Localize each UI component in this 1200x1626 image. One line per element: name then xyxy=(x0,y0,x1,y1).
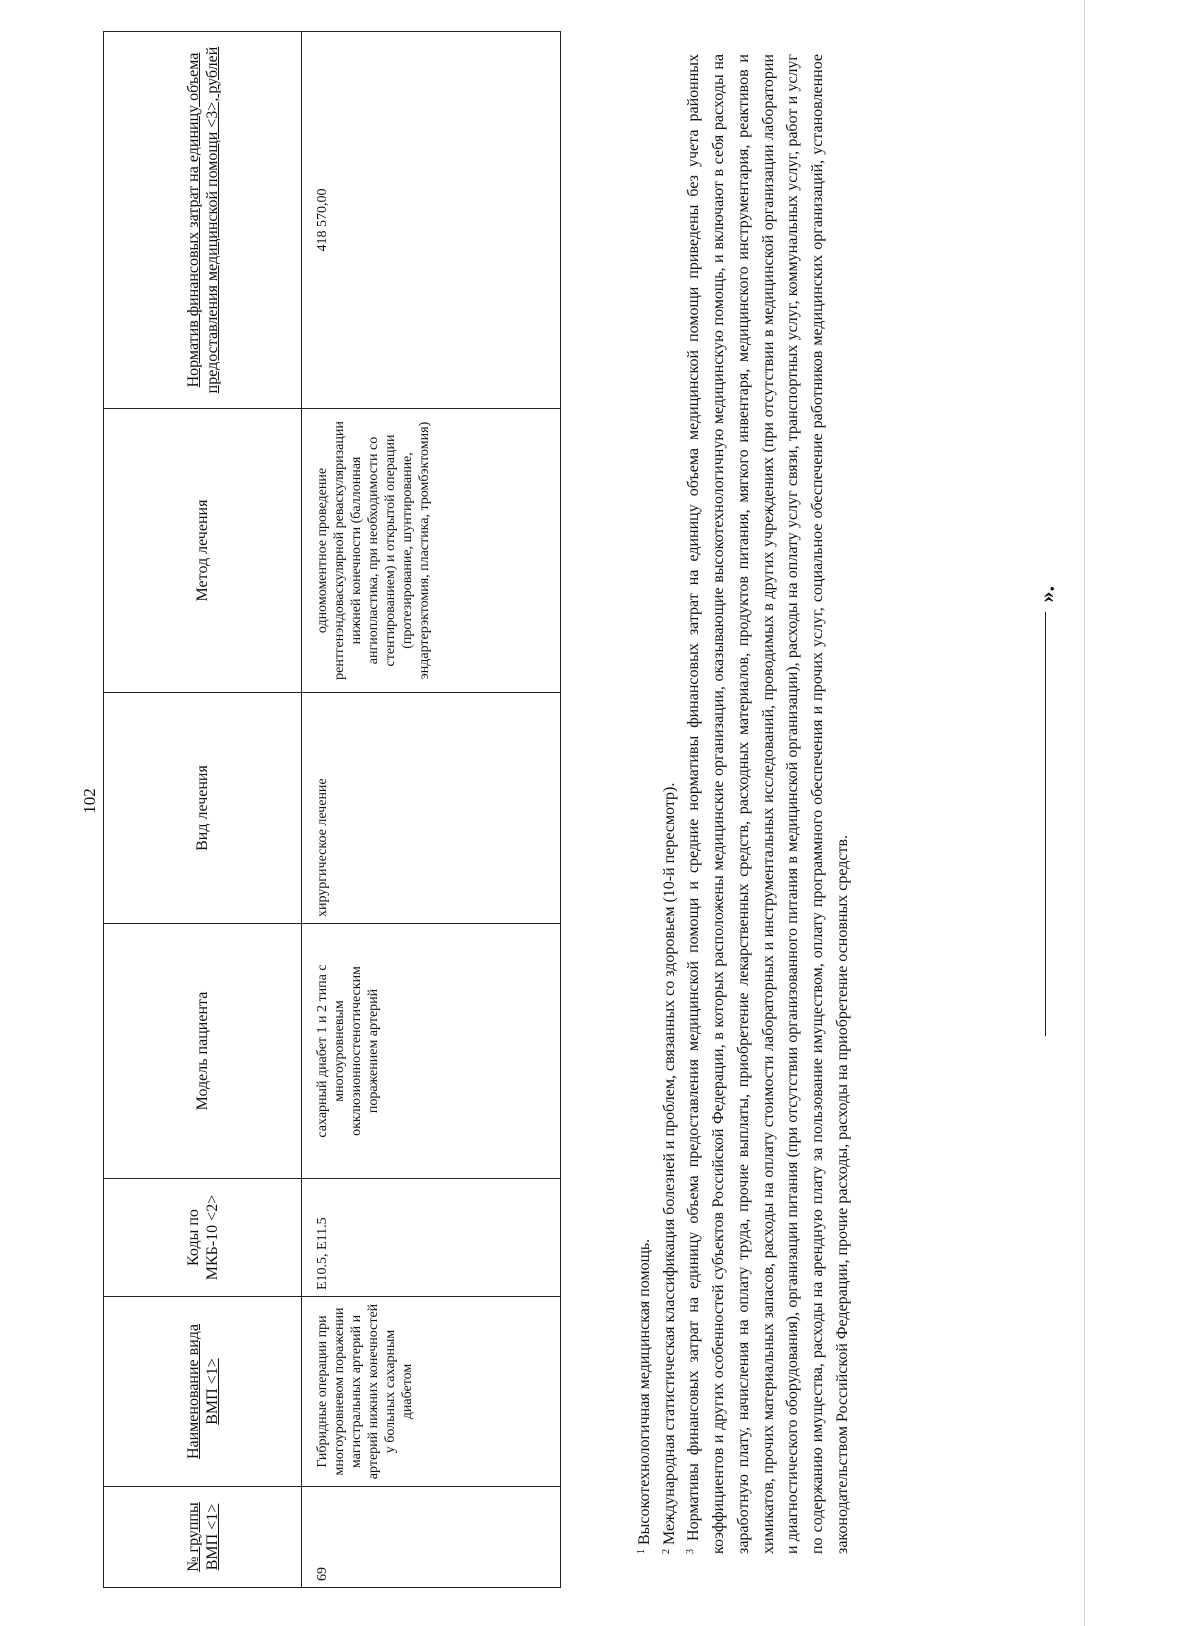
footnotes xyxy=(633,54,855,1554)
closing-quote: ». xyxy=(1034,586,1059,603)
closing-rule xyxy=(1034,586,1058,1036)
table-row xyxy=(302,32,561,1588)
header-treatment-method: Метод лечения xyxy=(104,409,302,693)
header-treatment-type: Вид лечения xyxy=(104,693,302,924)
footnote-2 xyxy=(658,54,683,1554)
footnote-text: Высокотехнологичная медицинская помощь. xyxy=(636,1238,653,1545)
vmp-table xyxy=(103,31,561,1588)
cell-treatment-type: хирургическое лечение xyxy=(302,693,561,924)
header-icd-codes: Коды по МКБ-10 <2> xyxy=(104,1179,302,1297)
table-header-row xyxy=(104,32,302,1588)
cell-icd-codes: E10.5, E11.5 xyxy=(302,1179,561,1297)
page-number: 102 xyxy=(80,788,99,814)
cell-treatment-method: одномоментное проведение рентгенэндоваскулярной реваскуляризации нижней конечности (баллонная ангиопластика, при необходимости со стентированием) и открытой операции (протезирование, шунтирование, эндартерэктомия, пластика, тромбэктомия) xyxy=(302,409,561,693)
cell-cost-norm: 418 570,00 xyxy=(302,32,561,409)
header-vmp-name: Наименование вида ВМП <1> xyxy=(104,1297,302,1487)
horizontal-rule xyxy=(1045,612,1046,1036)
footnote-marker: 2 xyxy=(660,1549,672,1554)
footnote-text: Нормативы финансовых затрат на единицу объема предоставления медицинской помощи и средние нормативы финансовых затрат на единицу объема медицинской помощи приведены без учета районных коэффициентов и других особенностей субъектов Российской Федерации, в которых расположены медицинские организации, оказывающие высокотехнологичную медицинскую помощь, и включают в себя расходы на заработную плату, начисления на оплату труда, прочие выплаты, приобретение лекарственных средств, расходных материалов, продуктов питания, мягкого инвентаря, медицинского инструментария, реактивов и химикатов, прочих материальных запасов, расходы на оплату стоимости лабораторных и инструментальных исследований, проводимых в других учреждениях (при отсутствии в медицинской организации лаборатории и диагностического оборудования), организации питания (при отсутствии организованного питания в медицинской организации), расходы на оплату услуг связи, транспортных услуг, коммунальных услуг, работ и услуг по содержанию имущества, расходы на арендную плату за пользование имуществом, оплату программного обеспечения и прочих услуг, социальное обеспечение работников медицинских организаций, установленное законодательством Российской Федерации, прочие расходы, расходы на приобретение основных средств. xyxy=(685,53,851,1554)
cell-group-number: 69 xyxy=(302,1487,561,1588)
footnote-1 xyxy=(633,54,658,1554)
cell-patient-model: сахарный диабет 1 и 2 типа с многоуровневым окклюзионностенотическим поражением артерий xyxy=(302,924,561,1179)
header-group-number: № группы ВМП <1> xyxy=(104,1487,302,1588)
header-cost-norm: Норматив финансовых затрат на единицу объема предоставления медицинской помощи <3>, рублей xyxy=(104,32,302,409)
footnote-3 xyxy=(682,54,855,1554)
cell-vmp-name: Гибридные операции при многоуровневом поражении магистральных артерий и артерий нижних конечностей у больных сахарным диабетом xyxy=(302,1297,561,1487)
header-patient-model: Модель пациента xyxy=(104,924,302,1179)
footnote-text: Международная статистическая классификация болезней и проблем, связанных со здоровьем (10-й пересмотр). xyxy=(660,782,678,1545)
footnote-marker: 3 xyxy=(685,1549,697,1554)
footnote-marker: 1 xyxy=(636,1549,647,1554)
